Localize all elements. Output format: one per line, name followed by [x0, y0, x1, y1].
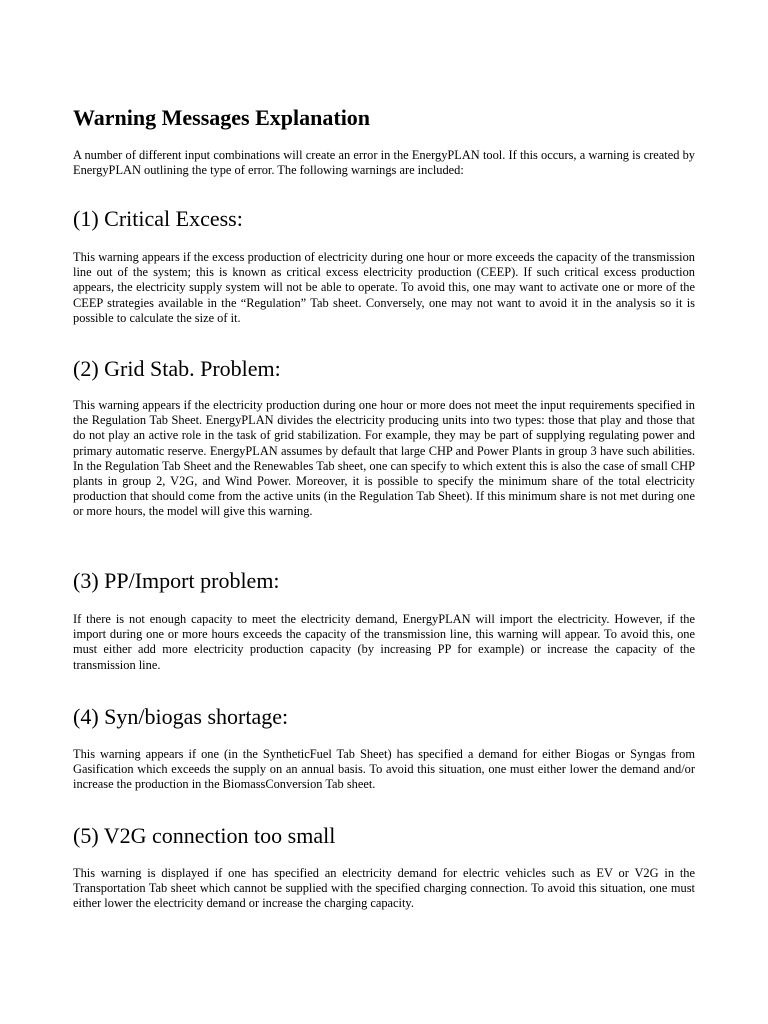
section-heading-pp-import: (3) PP/Import problem:	[73, 568, 280, 593]
section-body-pp-import: If there is not enough capacity to meet the electricity demand, EnergyPLAN will import the electricity. However, if the import during one or more hours exceeds the capacity of the transmission line, this warning will appear. To avoid this, one must either add more electricity production capacity (by increasing PP for example) or increase the capacity of the transmission line.	[73, 612, 695, 672]
section-heading-v2g: (5) V2G connection too small	[73, 823, 336, 848]
section-body-critical-excess: This warning appears if the excess production of electricity during one hour or more exceeds the capacity of the transmission line out of the system; this is known as critical excess electricity production (CEEP). If such critical excess production appears, the electricity supply system will not be able to operate. To avoid this, one may want to activate one or more of the CEEP strategies available in the “Regulation” Tab sheet. Conversely, one may not want to avoid it in the analysis so it is possible to calculate the size of it.	[73, 250, 695, 325]
intro-paragraph: A number of different input combinations will create an error in the EnergyPLAN tool. If this occurs, a warning is created by EnergyPLAN outlining the type of error. The following warnings are included:	[73, 148, 695, 178]
section-heading-syn-biogas: (4) Syn/biogas shortage:	[73, 704, 289, 729]
section-body-v2g: This warning is displayed if one has specified an electricity demand for electric vehicles such as EV or V2G in the Transportation Tab sheet which cannot be supplied with the specified charging connection. To avoid this situation, one must either lower the electricity demand or increase the charging capacity.	[73, 866, 695, 911]
page-title: Warning Messages Explanation	[73, 105, 371, 130]
section-body-syn-biogas: This warning appears if one (in the SyntheticFuel Tab Sheet) has specified a demand for either Biogas or Syngas from Gasification which exceeds the supply on an annual basis. To avoid this situation, one must either lower the demand and/or increase the production in the BiomassConversion Tab sheet.	[73, 747, 695, 792]
section-heading-critical-excess: (1) Critical Excess:	[73, 206, 243, 231]
section-body-grid-stab: This warning appears if the electricity production during one hour or more does not meet the input requirements specified in the Regulation Tab Sheet. EnergyPLAN divides the electricity producing units into two types: those that play and those that do not play an active role in the task of grid stabilization. For example, they may be part of supplying regulating power and primary automatic reserve. EnergyPLAN assumes by default that large CHP and Power Plants in group 3 have such abilities. In the Regulation Tab Sheet and the Renewables Tab sheet, one can specify to which extent this is also the case of small CHP plants in group 2, V2G, and Wind Power. Moreover, it is possible to specify the minimum share of the total electricity production that should come from the active units (in the Regulation Tab Sheet). If this minimum share is not met during one or more hours, the model will give this warning.	[73, 398, 695, 519]
section-heading-grid-stab: (2) Grid Stab. Problem:	[73, 356, 281, 381]
